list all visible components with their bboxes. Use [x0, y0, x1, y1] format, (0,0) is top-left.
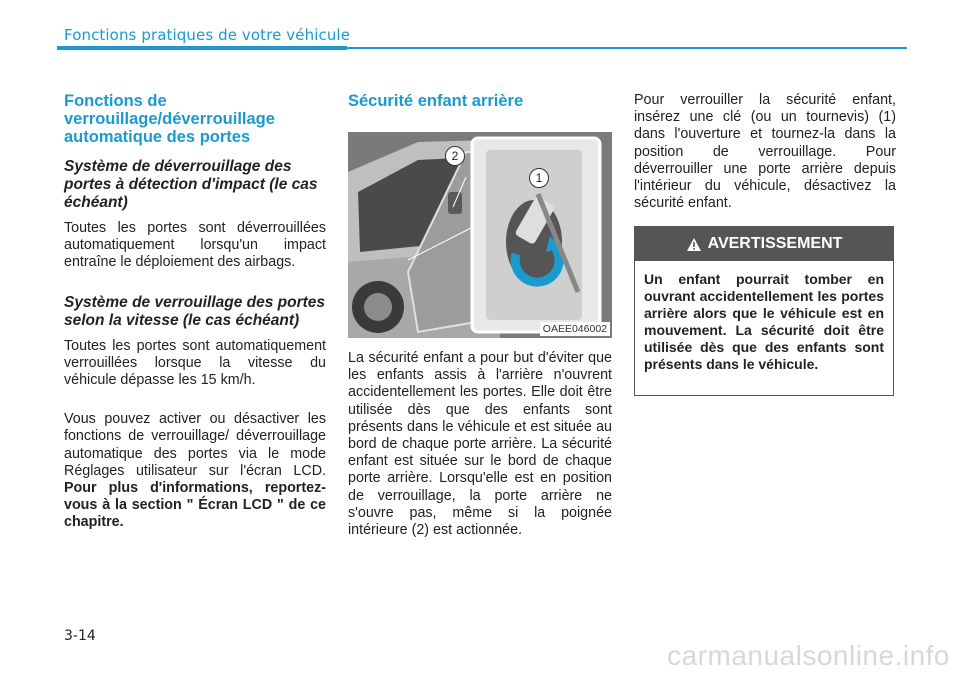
figure-label-key: 1: [529, 168, 549, 188]
paragraph-lcd-reference: Pour plus d'informations, reportez-vous à la section " Écran LCD " de ce chapitre.: [64, 480, 326, 531]
column-middle: [348, 92, 612, 551]
warning-text: Un enfant pourrait tomber en ouvrant accidentellement les portes arrière alors que le véhicule est en mouvement. La sécurité doit être utilisée dès que des enfants sont présents dans le véhicule.: [644, 271, 884, 372]
figure-label-handle: 2: [445, 146, 465, 166]
warning-header: [635, 227, 893, 261]
section-heading-auto-lock: Fonctions de verrouillage/déverrouillage automatique des portes: [64, 92, 275, 146]
paragraph-lcd-settings: [64, 411, 326, 531]
header-rule-thin: [347, 47, 907, 49]
paragraph-lcd-settings-text: Vous pouvez activer ou désactiver les fonctions de verrouillage/ déverrouillage automatique des portes via le mode Réglages utilisateur sur l'écran LCD.: [64, 411, 326, 479]
page-number: 3-14: [64, 628, 96, 644]
subheading-impact-unlock: Système de déverrouillage des portes à détection d'impact (le cas échéant): [64, 158, 318, 211]
warning-triangle-icon: [686, 237, 702, 252]
figure-code: OAEE046002: [540, 322, 610, 336]
child-lock-illustration: [348, 132, 612, 338]
paragraph-child-lock-usage: Pour verrouiller la sécurité enfant, insérez une clé (ou un tournevis) (1) dans l'ouverture et tournez-la dans la position de verrouillage. Pour déverrouiller une porte arrière depuis l'intérieur du véhicule, désactivez la sécurité enfant.: [634, 92, 896, 212]
section-heading-child-lock: Sécurité enfant arrière: [348, 92, 524, 110]
section-header-title: Fonctions pratiques de votre véhicule: [64, 26, 351, 44]
paragraph-speed-lock: Toutes les portes sont automatiquement verrouillées lorsque la vitesse du véhicule dépasse les 15 km/h.: [64, 337, 326, 389]
warning-box: [634, 226, 894, 396]
subheading-speed-lock: Système de verrouillage des portes selon la vitesse (le cas échéant): [64, 293, 326, 329]
column-right: [634, 92, 896, 224]
column-left: [64, 92, 326, 544]
car-door-drawing: [348, 132, 612, 338]
paragraph-impact-unlock: Toutes les portes sont déverrouillées automatiquement lorsqu'un impact entraîne le déploiement des airbags.: [64, 220, 326, 271]
watermark: carmanualsonline.info: [667, 640, 950, 671]
header-rule-thick: [57, 46, 347, 50]
paragraph-child-lock: La sécurité enfant a pour but d'éviter que les enfants assis à l'arrière n'ouvrent accidentellement les portes. Elle doit être utilisée dès que des enfants sont présents dans le véhicule et est située au bord de chaque porte arrière. La sécurité enfant est située sur le bord de chaque porte arrière. Lorsqu'elle est en position de verrouillage, la porte arrière ne s'ouvre pas, même si la poignée intérieure (2) est actionnée.: [348, 350, 612, 539]
warning-title: AVERTISSEMENT: [707, 235, 843, 252]
